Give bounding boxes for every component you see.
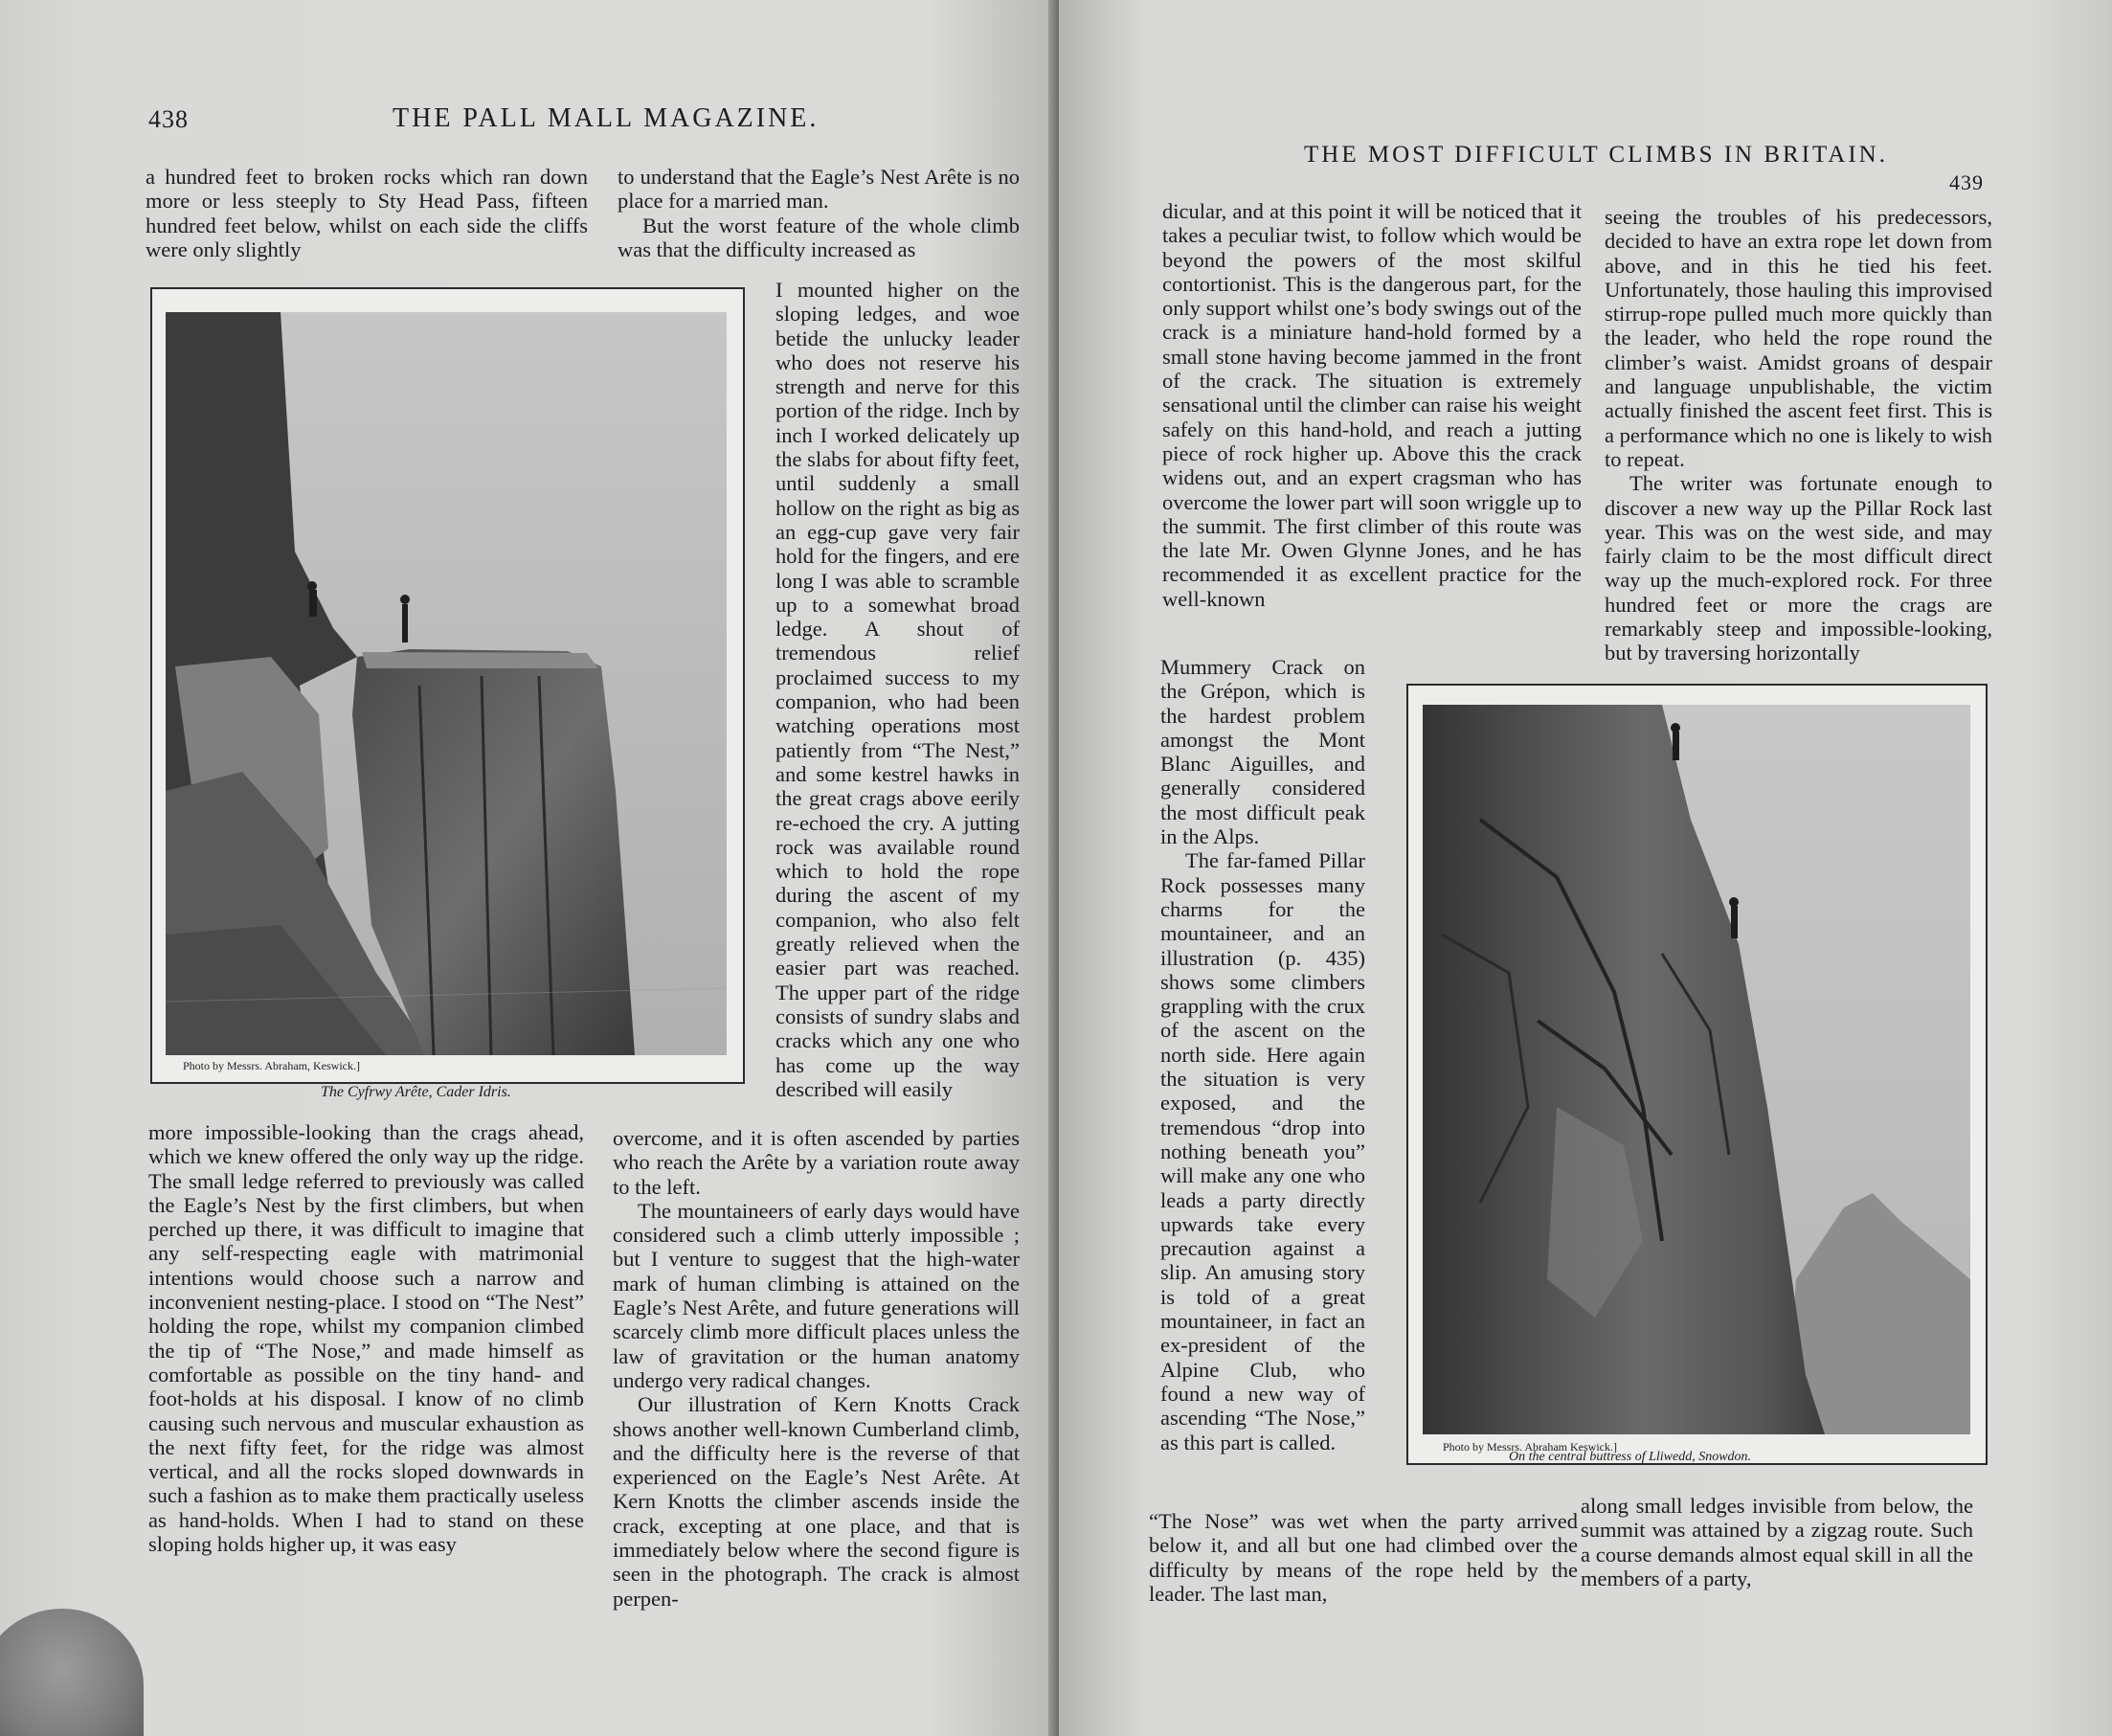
photo-credit-left: Photo by Messrs. Abraham, Keswick.] (183, 1059, 360, 1072)
figure-lliwedd (1406, 684, 1988, 1465)
right-col1-bottom (1149, 1509, 1578, 1606)
running-head-right: THE MOST DIFFICULT CLIMBS IN BRITAIN. (1304, 142, 1888, 168)
page-number-right: 439 (1949, 170, 1984, 194)
left-col2-bottom (613, 1126, 1020, 1611)
left-col2-top (618, 165, 1020, 261)
running-head-left: THE PALL MALL MAGAZINE. (393, 103, 820, 133)
photo-lliwedd (1423, 705, 1970, 1434)
photo-credit-right: Photo by Messrs. Abraham Keswick.] (1443, 1440, 1617, 1454)
left-col2-beside (775, 278, 1020, 1101)
right-page (1059, 0, 2112, 1736)
caption-left: The Cyfrwy Arête, Cader Idris. (321, 1084, 511, 1100)
paragraph: dicular, and at this point it will be noticed that it takes a peculiar twist, to follow which would be beyond the powers of the most skilful contortionist. This is the dangerous part, for the only support whilst one’s body swings out of the crack is a miniature hand-hold formed by a small stone having become jammed in the front of the crack. The situation is extremely sensational until the climber can raise his weight safely on this hand-hold, and reach a jutting piece of rock higher up. Above this the crack widens out, and an expert cragsman who has overcome the lower part will soon wriggle up to the summit. The first climber of this route was the late Mr. Owen Glynne Jones, and he has recommended it as excellent practice for the well-known (1162, 199, 1583, 611)
paragraph: overcome, and it is often ascended by parties who reach the Arête by a variation route away to the left. (613, 1126, 1020, 1199)
paragraph: The far-famed Pillar Rock possesses many charms for the mountaineer, and an illustration (p. 435) shows some climbers grappling with the crux of the ascent on the north side. Here again the situation is very exposed, and the tremendous “drop into nothing beneath you” will make any one who leads a party directly upwards take every precaution against a slip. An amusing story is told of a great mountaineer, in fact an ex-president of the Alpine Club, who found a new way of ascending “The Nose,” as this part is called. (1160, 848, 1365, 1454)
right-col1-beside (1160, 655, 1365, 1454)
caption-right: On the central buttress of Lliwedd, Snowdon. (1509, 1450, 1752, 1464)
figure-cyfrwy-arete (150, 287, 745, 1084)
paragraph: along small ledges invisible from below, the summit was attained by a zigzag route. Such a course demands almost equal skill in all the members of a party, (1581, 1494, 1973, 1590)
paragraph: “The Nose” was wet when the party arrived below it, and all but one had climbed over the difficulty by means of the rope held by the leader. The last man, (1149, 1509, 1578, 1606)
paragraph: Our illustration of Kern Knotts Crack shows another well-known Cumberland climb, and the difficulty here is the reverse of that experienced on the Eagle’s Nest Arête. At Kern Knotts the climber ascends inside the crack, excepting at one place, and that is immediately below where the second figure is seen in the photograph. The crack is almost perpen- (613, 1392, 1020, 1611)
paragraph: The mountaineers of early days would have considered such a climb utterly impossible ; but I venture to suggest that the high-water mark of human climbing is attained on the Eagle’s Nest Arête, and future generations will scarcely climb more difficult places unless the law of gravitation or the human anatomy undergo very radical changes. (613, 1198, 1020, 1392)
paragraph: a hundred feet to broken rocks which ran down more or less steeply to Sty Head Pass, fifteen hundred feet below, whilst on each side the cliffs were only slightly (146, 165, 588, 261)
thumb-shadow (0, 1609, 144, 1736)
right-col2-bottom (1581, 1494, 1973, 1590)
paragraph: I mounted higher on the sloping ledges, and woe betide the unlucky leader who does not reserve his strength and nerve for this portion of the ridge. Inch by inch I worked delicately up the slabs for about fifty feet, until suddenly a small hollow on the right as big as an egg-cup gave very fair hold for the fingers, and ere long I was able to scramble up to a somewhat broad ledge. A shout of tremendous relief proclaimed success to my companion, who had been watching operations most patiently from “The Nest,” and some kestrel hawks in the great crags above eerily re-echoed the cry. A jutting rock was available round which to hold the rope during the ascent of my companion, who also felt greatly relieved when the easier part was reached. The upper part of the ridge consists of sundry slabs and cracks which any one who has come up the way described will easily (775, 278, 1020, 1101)
left-col1-top (146, 165, 588, 261)
right-col1-top (1162, 199, 1582, 611)
paragraph: more impossible-looking than the crags ahead, which we knew offered the only way up the ridge. The small ledge referred to previously was called the Eagle’s Nest by the first climbers, but when perched up there, it was difficult to imagine that any self-respecting eagle with matrimonial intentions would choose such a narrow and inconvenient nesting-place. I stood on “The Nest” holding the rope, whilst my companion climbed the tip of “The Nose,” and made himself as comfortable as possible on the tiny hand- and foot-holds at his disposal. I know of no climb causing such nervous and muscular exhaustion as the next fifty feet, for the ridge was almost vertical, and all the rocks sloped downwards in such a fashion as to make them practically useless as hand-holds. When I had to stand on these sloping holds higher up, it was easy (148, 1120, 584, 1557)
paragraph: to understand that the Eagle’s Nest Arête is no place for a married man. (618, 165, 1020, 214)
photo-cyfrwy-arete (166, 312, 727, 1055)
paragraph: The writer was fortunate enough to discover a new way up the Pillar Rock last year. This was on the west side, and may fairly claim to be the most difficult direct way up the much-explored rock. For three hundred feet or more the crags are remarkably steep and impossible-looking, but by traversing horizontally (1605, 471, 1992, 665)
right-col2-top (1605, 205, 1992, 665)
paragraph: seeing the troubles of his predecessors, decided to have an extra rope let down from above, and in this he tied his feet. Unfortunately, those hauling this improvised stirrup-rope pulled much more quickly than the leader, who held the rope round the climber’s waist. Amidst groans of despair and language unpublishable, the victim actually finished the ascent feet first. This is a performance which no one is likely to wish to repeat. (1605, 205, 1992, 471)
left-col1-bottom (148, 1120, 584, 1556)
paragraph: Mummery Crack on the Grépon, which is the hardest problem amongst the Mont Blanc Aiguilles, and generally considered the most difficult peak in the Alps. (1160, 655, 1365, 849)
paragraph: But the worst feature of the whole climb was that the difficulty increased as (618, 213, 1020, 261)
page-number-left: 438 (148, 105, 189, 133)
